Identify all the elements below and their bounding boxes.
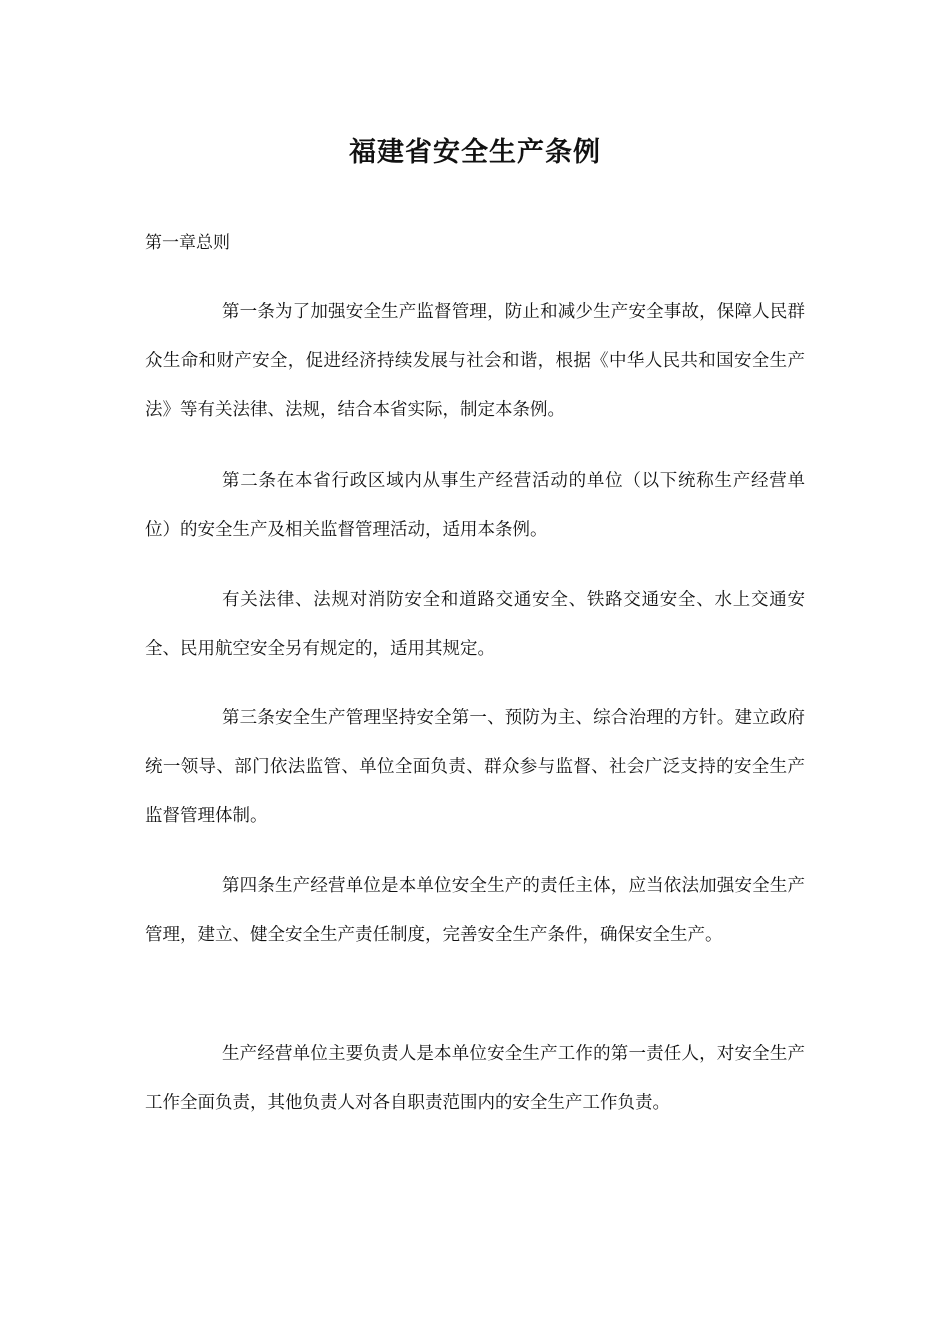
paragraph-article-2-clause: 有关法律、法规对消防安全和道路交通安全、铁路交通安全、水上交通安全、民用航空安全另有规定的，适用其规定。 <box>145 590 805 659</box>
paragraph-article-3: 第三条安全生产管理坚持安全第一、预防为主、综合治理的方针。建立政府统一领导、部门依法监管、单位全面负责、群众参与监督、社会广泛支持的安全生产监督管理体制。 <box>145 708 805 826</box>
chapter-heading: 第一章总则 <box>145 233 230 253</box>
paragraph-article-4-clause: 生产经营单位主要负责人是本单位安全生产工作的第一责任人，对安全生产工作全面负责，其他负责人对各自职责范围内的安全生产工作负责。 <box>145 1044 805 1113</box>
paragraph-article-2: 第二条在本省行政区域内从事生产经营活动的单位（以下统称生产经营单位）的安全生产及相关监督管理活动，适用本条例。 <box>145 471 805 540</box>
document-title: 福建省安全生产条例 <box>349 137 601 168</box>
paragraph-article-4: 第四条生产经营单位是本单位安全生产的责任主体，应当依法加强安全生产管理，建立、健全安全生产责任制度，完善安全生产条件，确保安全生产。 <box>145 876 805 945</box>
paragraph-article-1: 第一条为了加强安全生产监督管理，防止和减少生产安全事故，保障人民群众生命和财产安全，促进经济持续发展与社会和谐，根据《中华人民共和国安全生产法》等有关法律、法规，结合本省实际，制定本条例。 <box>145 302 805 420</box>
